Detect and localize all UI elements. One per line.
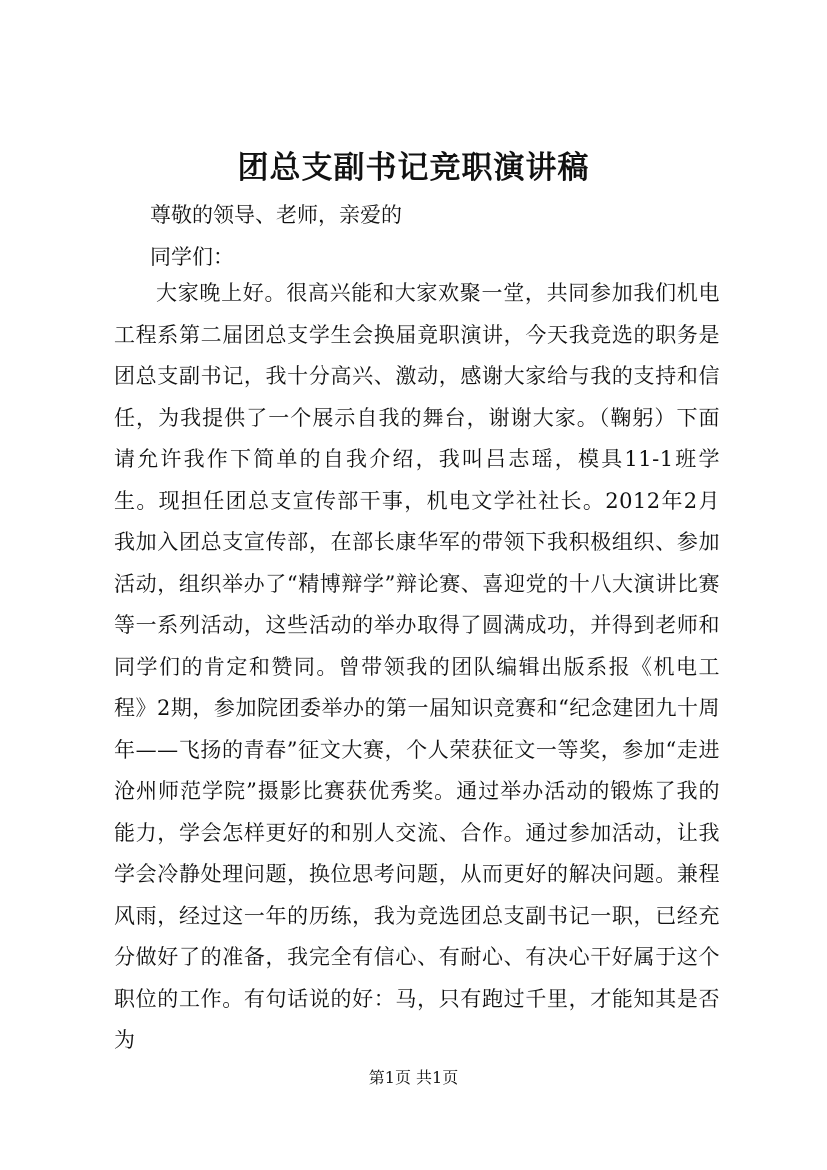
page-footer: 第1页 共1页 [368,1068,459,1087]
document-title: 团总支副书记竞职演讲稿 [237,150,590,186]
salutation-line-1: 尊敬的领导、老师，亲爱的 [150,203,402,227]
body-paragraph: 大家晚上好。很高兴能和大家欢聚一堂，共同参加我们机电工程系第二届团总支学生会换届竟职演讲，今天我竞选的职务是团总支副书记，我十分高兴、激动，感谢大家给与我的支持和信任，为我提供了一个展示自我的舞台，谢谢大家。（鞠躬）下面请允许我作下简单的自我介绍，我叫吕志瑶，模具11-1班学生。现担任团总支宣传部干事，机电文学社社长。2012年2月我加入团总支宣传部，在部长康华军的带领下我积极组织、参加活动，组织举办了“精博辩学”辩论赛、喜迎党的十八大演讲比赛等一系列活动，这些活动的举办取得了圆满成功，并得到老师和同学们的肯定和赞同。曾带领我的团队编辑出版系报《机电工程》2期，参加院团委举办的第一届知识竞赛和“纪念建团九十周年——飞扬的青春”征文大赛，个人荣获征文一等奖，参加“走进沧州师范学院”摄影比赛获优秀奖。通过举办活动的锻炼了我的能力，学会怎样更好的和别人交流、合作。通过参加活动，让我学会冷静处理问题，换位思考问题，从而更好的解决问题。兼程风雨，经过这一年的历练，我为竞选团总支副书记一职，已经充分做好了的准备，我完全有信心、有耐心、有决心干好属于这个职位的工作。有句话说的好：马，只有跑过千里，才能知其是否为 [114,281,720,1052]
salutation-line-2: 同学们： [150,245,234,269]
